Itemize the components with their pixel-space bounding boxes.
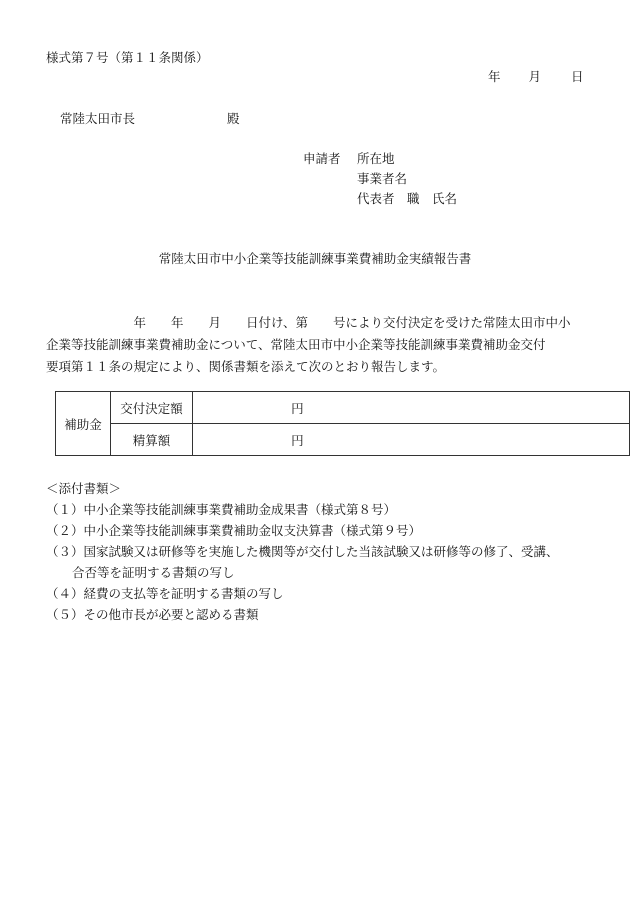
grant-decision-amount-value[interactable]: 円: [193, 392, 630, 424]
list-item: （１）中小企業等技能訓練事業費補助金成果書（様式第８号）: [46, 502, 397, 517]
date-line: [488, 68, 584, 86]
attachments-list: [46, 478, 559, 625]
body-line-2: 企業等技能訓練事業費補助金について、常陸太田市中小企業等技能訓練事業費補助金交付: [46, 337, 546, 352]
addressee-honorific: 殿: [227, 111, 240, 126]
applicant-role: 申請者: [303, 151, 341, 166]
settlement-amount-value[interactable]: 円: [193, 424, 630, 456]
table-row: [56, 392, 630, 424]
applicant-block: [303, 150, 503, 210]
date-month: 月: [528, 69, 542, 84]
subsidy-category: 補助金: [56, 392, 111, 456]
addressee: [60, 110, 240, 128]
attachments-heading: ＜添付書類＞: [46, 481, 122, 496]
list-item-continuation: 合否等を証明する書類の写し: [72, 565, 235, 580]
report-body: [46, 312, 586, 378]
grant-decision-amount-label: 交付決定額: [110, 392, 192, 424]
applicant-address-label: 所在地: [357, 151, 395, 166]
settlement-amount-label: 精算額: [110, 424, 192, 456]
applicant-representative-label: 代表者 職 氏名: [357, 191, 458, 206]
table-row: [56, 424, 630, 456]
addressee-name: 常陸太田市長: [60, 111, 136, 126]
applicant-business-name-label: 事業者名: [357, 171, 408, 186]
document-title: 常陸太田市中小企業等技能訓練事業費補助金実績報告書: [158, 251, 472, 266]
list-item: （５）その他市長が必要と認める書類: [46, 607, 259, 622]
subsidy-table: [55, 391, 630, 456]
list-item: （３）国家試験又は研修等を実施した機関等が交付した当該試験又は研修等の修了、受講、: [46, 544, 559, 559]
body-line-3: 要項第１１条の規定により、関係書類を添えて次のとおり報告します。: [46, 359, 446, 374]
form-number: 様式第７号（第１１条関係）: [46, 50, 209, 65]
body-line-1: 年 年 月 日付け、第 号により交付決定を受けた常陸太田市中小: [46, 315, 571, 330]
date-day: 日: [571, 69, 584, 84]
list-item: （２）中小企業等技能訓練事業費補助金収支決算書（様式第９号）: [46, 523, 422, 538]
list-item: （４）経費の支払等を証明する書類の写し: [46, 586, 284, 601]
date-year: 年: [488, 69, 501, 84]
